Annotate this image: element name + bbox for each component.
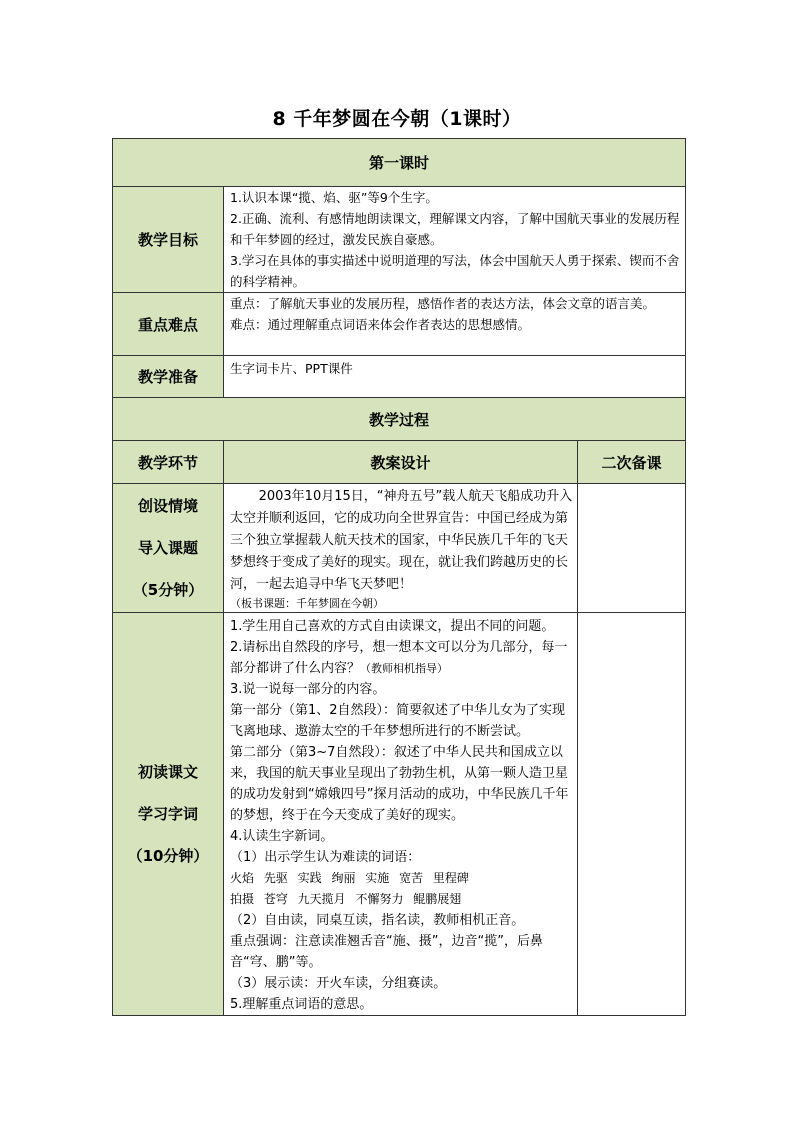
- key-point-item: 重点：了解航天事业的发展历程，感悟作者的表达方法，体会文章的语言美。: [230, 296, 656, 311]
- key-points-content: [224, 293, 686, 356]
- preparation-content: 生字词卡片、PPT课件: [224, 356, 686, 398]
- reading-step: 重点强调：注意读准翘舌音“施、摄”，边音“揽”，后鼻音“穹、鹏”等。: [230, 934, 543, 970]
- stage-label-intro: [113, 484, 224, 613]
- stage-label-line: 导入课题: [137, 539, 198, 557]
- reading-step: 第二部分（第3~7自然段）：叙述了中华人民共和国成立以来，我国的航天事业呈现出了勃勃生机，从第一颗人造卫星的成功发射到“嫦娥四号”探月活动的成功，中华民族几千年的梦想，终于在今天变成了美好的现实。: [230, 745, 569, 823]
- reading-step: （2）自由读，同桌互读，指名读，教师相机正音。: [230, 913, 525, 928]
- stage-label-line: （10分钟）: [127, 847, 209, 865]
- objective-item: 2.正确、流利、有感情地朗读课文，理解课文内容，了解中国航天事业的发展历程和千年梦圆的经过，激发民族自豪感。: [230, 211, 680, 247]
- stage-design-reading: [224, 613, 578, 1016]
- intro-board-note: （板书课题：千年梦圆在今朝）: [230, 597, 384, 610]
- stage-label-reading: [113, 613, 224, 1016]
- reading-step-text: 2.请标出自然段的序号，想一想本文可以分为几部分，每一部分都讲了什么内容？: [230, 640, 568, 676]
- reading-step: 4.认读生字新词。: [230, 829, 334, 844]
- preparation-label: 教学准备: [113, 356, 224, 398]
- reading-step: [230, 637, 574, 679]
- reading-step: 3.说一说每一部分的内容。: [230, 682, 386, 697]
- stage-label-line: 初读课文: [137, 763, 198, 781]
- intro-paragraph: 2003年10月15日，“神舟五号”载人航天飞船成功升入太空并顺利返回，它的成功向全世界宣告：中国已经成为第三个独立掌握载人航天技术的国家，中华民族几千年的飞天梦想终于变成了美好的现实。现在，就让我们跨越历史的长河，一起去追寻中华飞天梦吧！: [230, 489, 573, 592]
- objectives-content: [224, 187, 686, 293]
- lesson-plan-table: [112, 138, 686, 1016]
- column-design: 教案设计: [224, 441, 578, 484]
- page-title: 8 千年梦圆在今朝（1课时）: [272, 108, 522, 130]
- stage-secondary-intro: [578, 484, 686, 613]
- key-point-item: 难点：通过理解重点词语来体会作者表达的思想感情。: [230, 317, 531, 332]
- stage-label-line: （5分钟）: [132, 581, 204, 599]
- lesson-header: 第一课时: [113, 139, 686, 187]
- process-header: 教学过程: [113, 398, 686, 441]
- column-secondary: 二次备课: [578, 441, 686, 484]
- difficult-words-row: 拍摄 苍穹 九天揽月 不懈努力 鲲鹏展翅: [230, 892, 462, 906]
- objective-item: 1.认识本课“揽、焰、驱”等9个生字。: [230, 190, 438, 205]
- reading-step-note: （教师相机指导）: [360, 662, 449, 675]
- column-stage: 教学环节: [113, 441, 224, 484]
- key-points-label: 重点难点: [113, 293, 224, 356]
- stage-secondary-reading: [578, 613, 686, 1016]
- difficult-words-row: 火焰 先驱 实践 绚丽 实施 宽苦 里程碑: [230, 871, 469, 885]
- objective-item: 3.学习在具体的事实描述中说明道理的写法，体会中国航天人勇于探索、锲而不舍的科学精神。: [230, 253, 680, 289]
- reading-step: （1）出示学生认为难读的词语：: [230, 850, 421, 865]
- reading-step: 1.学生用自己喜欢的方式自由读课文，提出不同的问题。: [230, 619, 555, 634]
- reading-step: （3）展示读：开火车读，分组赛读。: [230, 976, 447, 991]
- stage-design-intro: [224, 484, 578, 613]
- objectives-label: 教学目标: [113, 187, 224, 293]
- stage-label-line: 学习字词: [137, 805, 198, 823]
- reading-step: 5.理解重点词语的意思。: [230, 997, 373, 1012]
- stage-label-line: 创设情境: [137, 497, 198, 515]
- reading-step: 第一部分（第1、2自然段）：简要叙述了中华儿女为了实现飞离地球、遨游太空的千年梦想所进行的不断尝试。: [230, 703, 566, 739]
